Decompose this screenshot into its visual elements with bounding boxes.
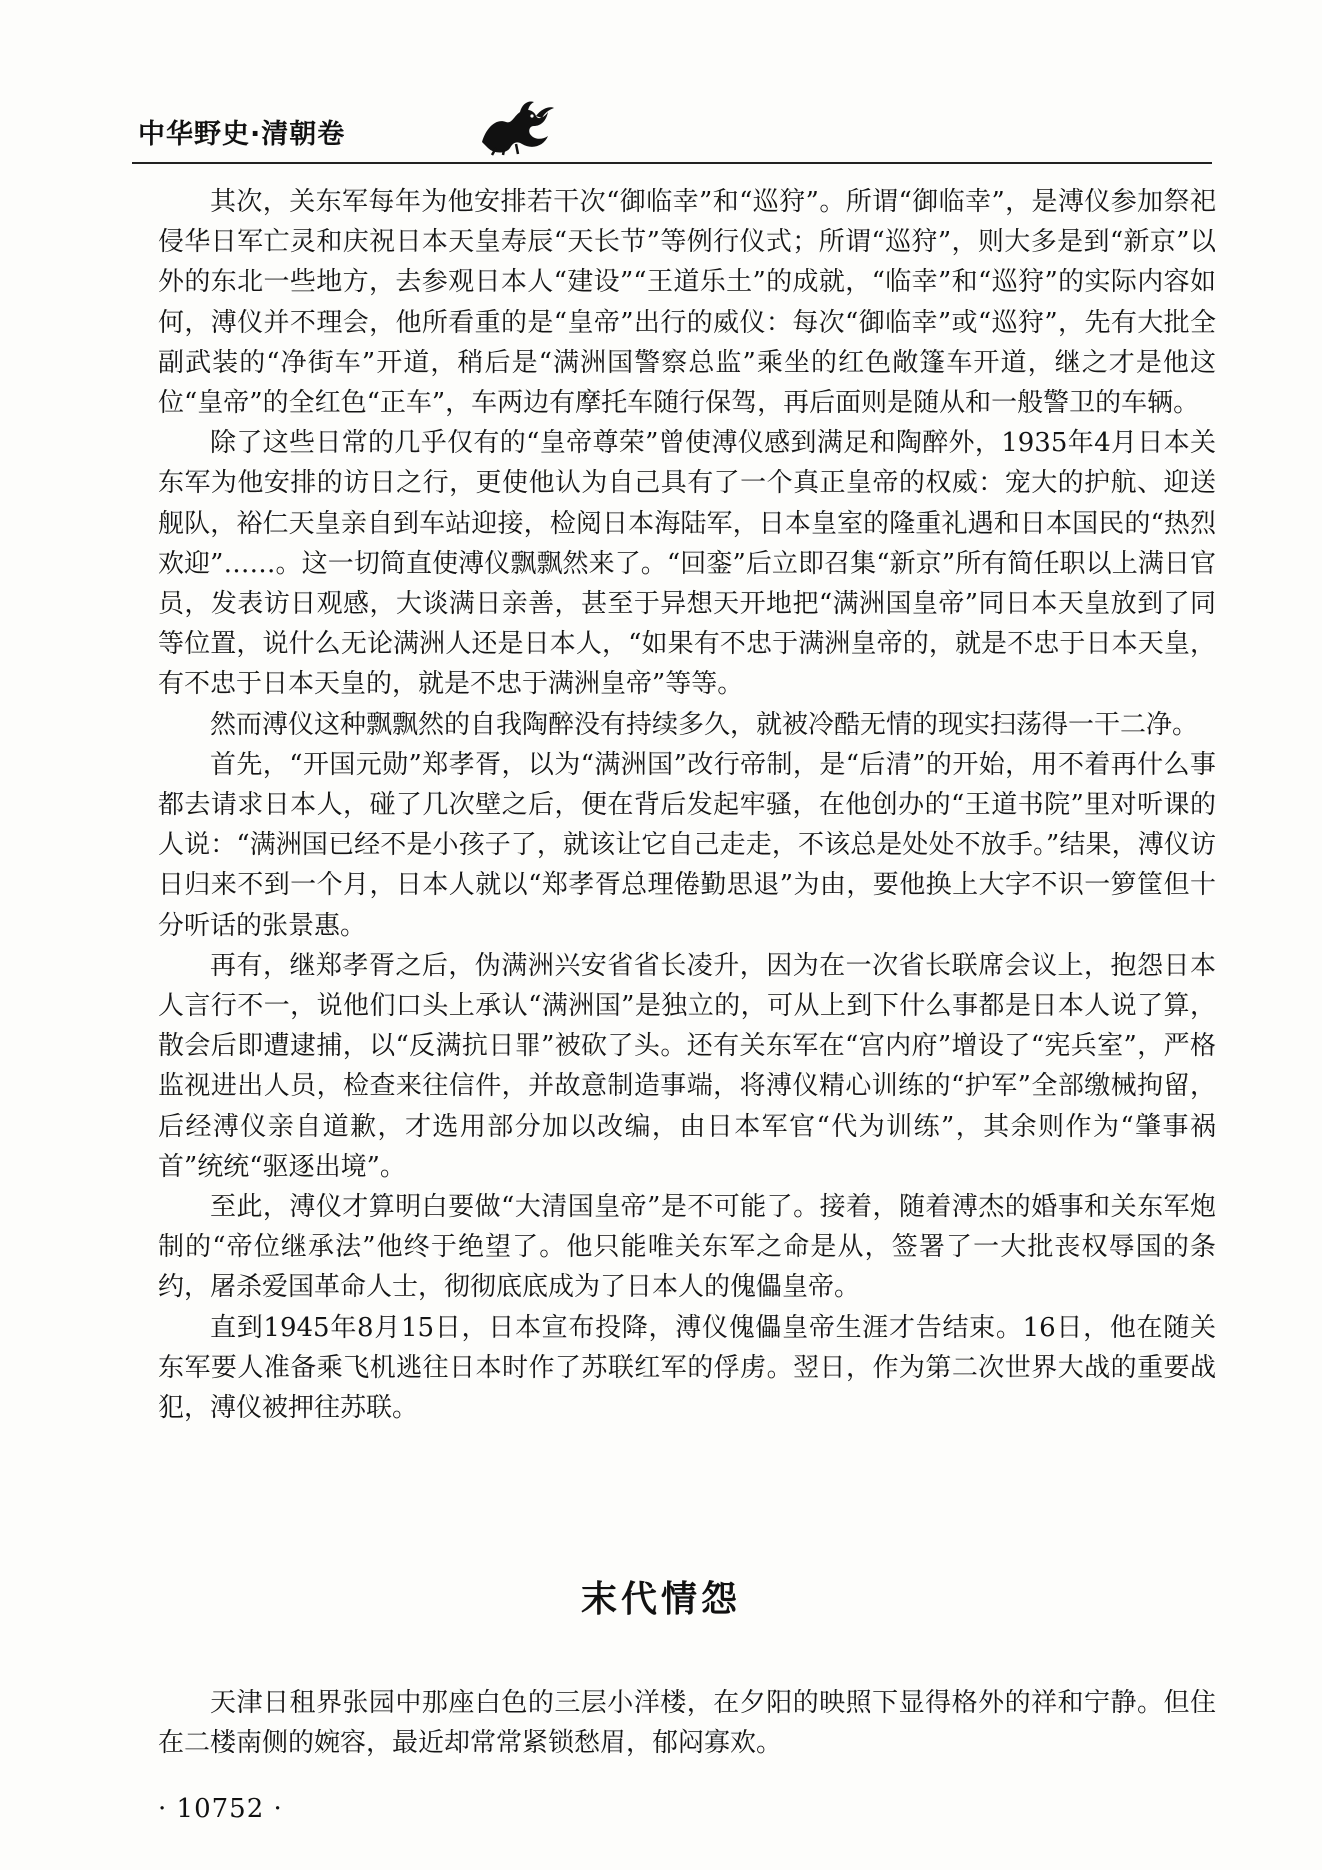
paragraph: 首先，“开国元勋”郑孝胥，以为“满洲国”改行帝制，是“后清”的开始，用不着再什么事都去请求日本人，碰了几次壁之后，便在背后发起牢骚，在他创办的“王道书院”里对听课的人说：“满洲国已经不是小孩子了，就该让它自己走走，不该总是处处不放手。”结果，溥仪访日归来不到一个月，日本人就以“郑孝胥总理倦勤思退”为由，要他换上大字不识一箩筐但十分听话的张景惠。 — [158, 749, 1216, 941]
dragon-icon — [476, 98, 556, 156]
paragraph: 再有，继郑孝胥之后，伪满洲兴安省省长凌升，因为在一次省长联席会议上，抱怨日本人言行不一，说他们口头上承认“满洲国”是独立的，可从上到下什么事都是日本人说了算，散会后即遭逮捕，以“反满抗日罪”被砍了头。还有关东军在“宫内府”增设了“宪兵室”，严格监视进出人员，检查来往信件，并故意制造事端，将溥仪精心训练的“护军”全部缴械拘留，后经溥仪亲自道歉，才选用部分加以改编，由日本军官“代为训练”，其余则作为“肇事祸首”统统“驱逐出境”。 — [158, 950, 1216, 1182]
running-head: 中华野史·清朝卷 — [138, 119, 346, 150]
paragraph: 至此，溥仪才算明白要做“大清国皇帝”是不可能了。接着，随着溥杰的婚事和关东军炮制的“帝位继承法”他终于绝望了。他只能唯关东军之命是从，签署了一大批丧权辱国的条约，屠杀爱国革命人士，彻彻底底成为了日本人的傀儡皇帝。 — [158, 1192, 1216, 1303]
page-number: · 10752 · — [158, 1794, 283, 1824]
paragraph: 天津日租界张园中那座白色的三层小洋楼，在夕阳的映照下显得格外的祥和宁静。但住在二楼南侧的婉容，最近却常常紧锁愁眉，郁闷寡欢。 — [158, 1688, 1216, 1759]
paragraph: 除了这些日常的几乎仅有的“皇帝尊荣”曾使溥仪感到满足和陶醉外，1935年4月日本关东军为他安排的访日之行，更使他认为自己具有了一个真正皇帝的权威：宠大的护航、迎送舰队，裕仁天皇亲自到车站迎接，检阅日本海陆军，日本皇室的隆重礼遇和日本国民的“热烈欢迎”……。这一切简直使溥仪飘飘然来了。“回銮”后立即召集“新京”所有简任职以上满日官员，发表访日观感，大谈满日亲善，甚至于异想天开地把“满洲国皇帝”同日本天皇放到了同等位置，说什么无论满洲人还是日本人，“如果有不忠于满洲皇帝的，就是不忠于日本天皇，有不忠于日本天皇的，就是不忠于满洲皇帝”等等。 — [158, 428, 1216, 700]
paragraph: 直到1945年8月15日，日本宣布投降，溥仪傀儡皇帝生涯才告结束。16日，他在随关东军要人准备乘飞机逃往日本时作了苏联红军的俘虏。翌日，作为第二次世界大战的重要战犯，溥仪被押往苏联。 — [158, 1312, 1216, 1424]
paragraph: 然而溥仪这种飘飘然的自我陶醉没有持续多久，就被冷酷无情的现实扫荡得一干二净。 — [210, 709, 1199, 740]
header-rule — [132, 162, 1212, 164]
section-text — [158, 1683, 1216, 1763]
main-text — [158, 182, 1216, 1428]
section-title: 末代情怨 — [580, 1579, 741, 1620]
paragraph: 其次，关东军每年为他安排若干次“御临幸”和“巡狩”。所谓“御临幸”，是溥仪参加祭祀侵华日军亡灵和庆祝日本天皇寿辰“天长节”等例行仪式；所谓“巡狩”，则大多是到“新京”以外的东北一些地方，去参观日本人“建设”“王道乐土”的成就，“临幸”和“巡狩”的实际内容如何，溥仪并不理会，他所看重的是“皇帝”出行的威仪：每次“御临幸”或“巡狩”，先有大批全副武装的“净街车”开道，稍后是“满洲国警察总监”乘坐的红色敞篷车开道，继之才是他这位“皇帝”的全红色“正车”，车两边有摩托车随行保驾，再后面则是随从和一般警卫的车辆。 — [158, 187, 1216, 419]
